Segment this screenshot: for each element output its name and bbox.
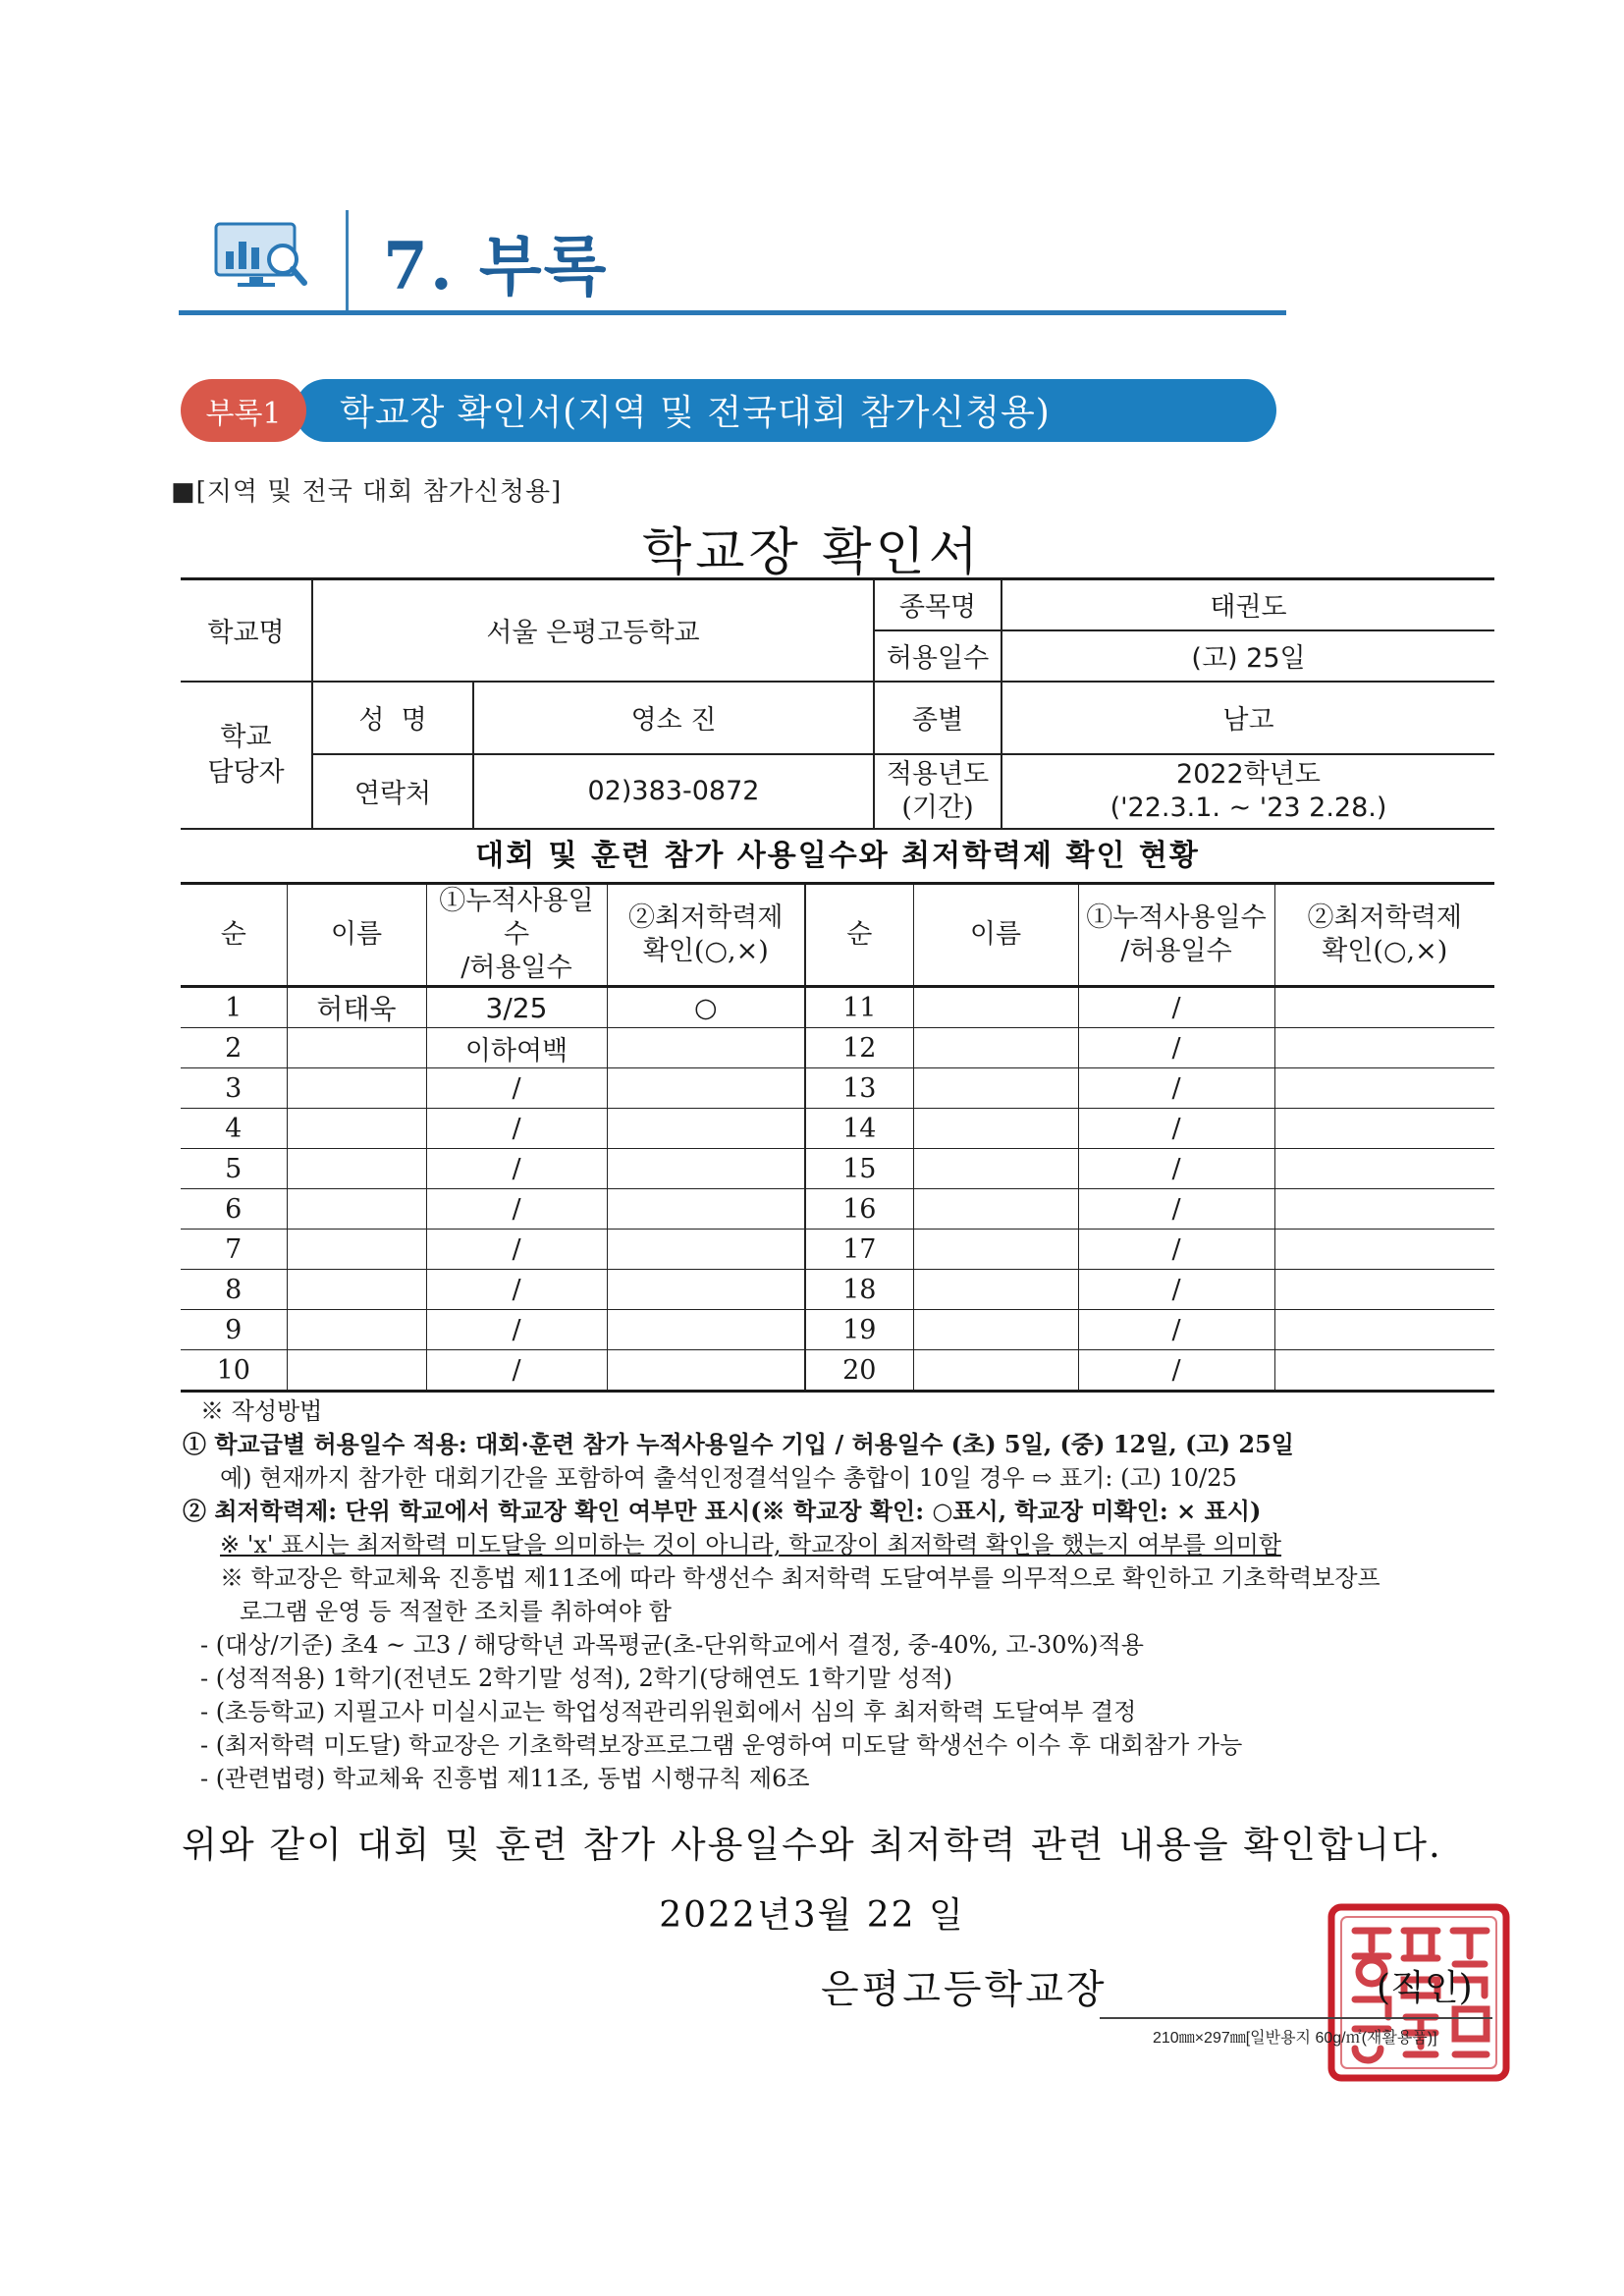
table-row: [181, 987, 1494, 1028]
row-check: [607, 1028, 805, 1068]
row-no-right: 12: [805, 1028, 913, 1068]
signing-date: 2022년3월 22 일: [659, 1895, 965, 1936]
detail-4: - (최저학력 미도달) 학교장은 기초학력보장프로그램 운영하여 미도달 학생선수 이수 후 대회참가 가능: [200, 1731, 1243, 1759]
row-name-right: [913, 1350, 1078, 1392]
row-no: 3: [181, 1068, 287, 1109]
row-days: /: [426, 1310, 607, 1350]
note-1-example: 예) 현재까지 참가한 대회기간을 포함하여 출석인정결석일수 총합이 10일 경우 ⇨ 표기: (고) 10/25: [220, 1464, 1237, 1492]
row-days-right: /: [1078, 1189, 1274, 1230]
row-name: [287, 1310, 426, 1350]
row-check: [607, 1189, 805, 1230]
row-days-right: /: [1078, 1109, 1274, 1149]
note-2: ② 최저학력제: 단위 학교에서 학교장 확인 여부만 표시(※ 학교장 확인: ○표시, 학교장 미확인: × 표시): [183, 1497, 1262, 1525]
row-no: 9: [181, 1310, 287, 1350]
row-name: [287, 1189, 426, 1230]
table-row: [181, 1149, 1494, 1189]
note-2-a: ※ 'x' 표시는 최저학력 미도달을 의미하는 것이 아니라, 학교장이 최저학력 확인을 했는지 여부를 의미함: [220, 1531, 1282, 1558]
table-row: [181, 1068, 1494, 1109]
row-days: 이하여백: [426, 1028, 607, 1068]
manager-label-text: 학교 담당자: [207, 721, 285, 788]
row-name: [287, 1350, 426, 1392]
contact-label: 연락처: [312, 754, 473, 829]
table-row: [181, 1109, 1494, 1149]
appendix-title: 학교장 확인서(지역 및 전국대회 참가신청용): [340, 393, 1051, 433]
row-no: 5: [181, 1149, 287, 1189]
year-value: [1001, 754, 1494, 829]
row-check: [607, 1270, 805, 1310]
table-row: [181, 1189, 1494, 1230]
col-days-line2: /허용일수: [460, 953, 572, 983]
col-check-right-line1: ②최저학력제: [1307, 902, 1462, 933]
row-name-right: [913, 987, 1078, 1028]
row-days-right: /: [1078, 987, 1274, 1028]
col-no: 순: [181, 884, 287, 987]
row-days-right: /: [1078, 1310, 1274, 1350]
row-no: 1: [181, 987, 287, 1028]
col-days-right-line1: ①누적사용일수: [1086, 902, 1267, 933]
col-days-right-line2: /허용일수: [1120, 936, 1232, 966]
row-days-right: /: [1078, 1230, 1274, 1270]
row-check: [607, 1149, 805, 1189]
row-no-right: 16: [805, 1189, 913, 1230]
school-label: 학교명: [181, 579, 312, 682]
row-name: [287, 1109, 426, 1149]
row-days: /: [426, 1230, 607, 1270]
col-check-right-line2: 확인(○,×): [1322, 936, 1448, 966]
name-label: 성 명: [312, 682, 473, 754]
paper-spec: 210㎜×297㎜[일반용지 60g/㎡(재활용품)]: [1153, 2030, 1437, 2047]
principal-title: 은평고등학교장: [821, 1967, 1108, 2012]
row-name-right: [913, 1189, 1078, 1230]
col-days: [426, 884, 607, 987]
appendix-badge: 부록1: [181, 379, 306, 442]
sport-label: 종목명: [874, 579, 1001, 630]
col-name-right: 이름: [913, 884, 1078, 987]
year-label-line1: 적용년도: [886, 758, 990, 790]
row-name: [287, 1230, 426, 1270]
row-no: 6: [181, 1189, 287, 1230]
row-name-right: [913, 1230, 1078, 1270]
note-2-b-line1: ※ 학교장은 학교체육 진흥법 제11조에 따라 학생선수 최저학력 도달여부를 의무적으로 확인하고 기초학력보장프: [220, 1564, 1380, 1592]
table-row: [181, 1350, 1494, 1392]
row-name: [287, 1028, 426, 1068]
manager-label: [181, 682, 312, 829]
row-name-right: [913, 1149, 1078, 1189]
row-name: [287, 1149, 426, 1189]
col-check-right: [1274, 884, 1494, 987]
row-no-right: 13: [805, 1068, 913, 1109]
row-no: 2: [181, 1028, 287, 1068]
row-days-right: /: [1078, 1028, 1274, 1068]
row-check-right: [1274, 1028, 1494, 1068]
footer-rule: [1100, 2017, 1492, 2019]
row-check-right: [1274, 1350, 1494, 1392]
section-title: 7. 부록: [383, 228, 609, 304]
row-days: /: [426, 1109, 607, 1149]
notes-title: ※ 작성방법: [200, 1397, 323, 1425]
confirmation-statement: 위와 같이 대회 및 훈련 참가 사용일수와 최저학력 관련 내용을 확인합니다.: [182, 1824, 1442, 1866]
row-name-right: [913, 1310, 1078, 1350]
col-name: 이름: [287, 884, 426, 987]
row-check: [607, 1109, 805, 1149]
row-no-right: 11: [805, 987, 913, 1028]
row-no-right: 15: [805, 1149, 913, 1189]
table-row: [181, 1028, 1494, 1068]
allowed-days-value: (고) 25일: [1001, 630, 1494, 682]
detail-3: - (초등학교) 지필고사 미실시교는 학업성적관리위원회에서 심의 후 최저학력 도달여부 결정: [200, 1698, 1137, 1725]
row-check-right: [1274, 987, 1494, 1028]
row-check-right: [1274, 1189, 1494, 1230]
form-tag: ■[지역 및 전국 대회 참가신청용]: [171, 477, 563, 507]
col-days-line1: ①누적사용일수: [439, 886, 594, 950]
row-no-right: 17: [805, 1230, 913, 1270]
row-check: [607, 1068, 805, 1109]
table-row: [181, 1270, 1494, 1310]
allowed-days-label: 허용일수: [874, 630, 1001, 682]
row-check-right: [1274, 1068, 1494, 1109]
row-no-right: 19: [805, 1310, 913, 1350]
instructions: [183, 1394, 1467, 1795]
row-days-right: /: [1078, 1068, 1274, 1109]
row-name: [287, 1270, 426, 1310]
row-check: ○: [607, 987, 805, 1028]
row-check: [607, 1310, 805, 1350]
sport-value: 태권도: [1001, 579, 1494, 630]
year-label-line2: (기간): [901, 792, 974, 823]
row-days: /: [426, 1189, 607, 1230]
row-check-right: [1274, 1109, 1494, 1149]
row-no: 8: [181, 1270, 287, 1310]
detail-5: - (관련법령) 학교체육 진흥법 제11조, 동법 시행규칙 제6조: [200, 1765, 810, 1792]
note-2-b-line2: 로그램 운영 등 적절한 조치를 취하여야 함: [240, 1598, 672, 1625]
row-check-right: [1274, 1149, 1494, 1189]
row-no-right: 18: [805, 1270, 913, 1310]
row-days-right: /: [1078, 1149, 1274, 1189]
year-label: [874, 754, 1001, 829]
row-days: /: [426, 1270, 607, 1310]
row-no: 4: [181, 1109, 287, 1149]
row-name-right: [913, 1109, 1078, 1149]
school-info-table: [181, 577, 1494, 830]
row-no: 7: [181, 1230, 287, 1270]
roster-table: [181, 882, 1494, 1393]
row-no: 10: [181, 1350, 287, 1392]
year-value-line1: 2022학년도: [1176, 758, 1321, 790]
row-no-right: 20: [805, 1350, 913, 1392]
row-check: [607, 1230, 805, 1270]
row-name: 허태욱: [287, 987, 426, 1028]
row-days: /: [426, 1350, 607, 1392]
row-check-right: [1274, 1310, 1494, 1350]
table-row: [181, 1310, 1494, 1350]
detail-1: - (대상/기준) 초4 ~ 고3 / 해당학년 과목평균(초-단위학교에서 결정, 중-40%, 고-30%)적용: [200, 1631, 1144, 1659]
school-value: 서울 은평고등학교: [312, 579, 874, 682]
col-no-right: 순: [805, 884, 913, 987]
contact-value: 02)383-0872: [473, 754, 874, 829]
row-check: [607, 1350, 805, 1392]
col-check-line2: 확인(○,×): [642, 936, 769, 966]
row-days-right: /: [1078, 1350, 1274, 1392]
col-days-right: [1078, 884, 1274, 987]
year-value-line2: ('22.3.1. ~ '23 2.28.): [1110, 792, 1387, 823]
row-no-right: 14: [805, 1109, 913, 1149]
note-1: ① 학교급별 허용일수 적용: 대회·훈련 참가 누적사용일수 기입 / 허용일수 (초) 5일, (중) 12일, (고) 25일: [183, 1430, 1294, 1458]
row-days-right: /: [1078, 1270, 1274, 1310]
row-check-right: [1274, 1270, 1494, 1310]
row-check-right: [1274, 1230, 1494, 1270]
document-title: 학교장 확인서: [642, 523, 982, 582]
seal-label: (직인): [1377, 1968, 1473, 2008]
roster-heading: 대회 및 훈련 참가 사용일수와 최저학력제 확인 현황: [475, 839, 1200, 873]
row-days: 3/25: [426, 987, 607, 1028]
row-name-right: [913, 1028, 1078, 1068]
chart-search-icon: [214, 222, 308, 291]
row-days: /: [426, 1068, 607, 1109]
row-name-right: [913, 1068, 1078, 1109]
gender-value: 남고: [1001, 682, 1494, 754]
table-row: [181, 1230, 1494, 1270]
row-days: /: [426, 1149, 607, 1189]
col-check-line1: ②최저학력제: [628, 902, 784, 933]
roster-body: [181, 987, 1494, 1392]
detail-2: - (성적적용) 1학기(전년도 2학기말 성적), 2학기(당해연도 1학기말 성적): [200, 1665, 952, 1692]
gender-label: 종별: [874, 682, 1001, 754]
name-value: 영소 진: [473, 682, 874, 754]
row-name: [287, 1068, 426, 1109]
header-divider: [346, 210, 349, 310]
row-name-right: [913, 1270, 1078, 1310]
col-check: [607, 884, 805, 987]
header-rule: [179, 310, 1286, 315]
